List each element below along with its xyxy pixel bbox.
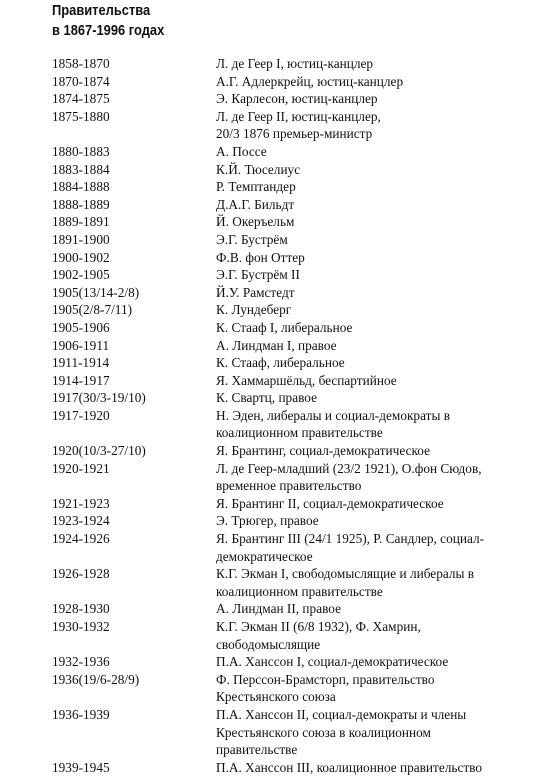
- government-text-line: К. Стааф, либеральное: [216, 355, 345, 371]
- table-row: [52, 372, 552, 390]
- table-row: [52, 495, 552, 513]
- table-row: [52, 90, 552, 108]
- government-text-line: Д.А.Г. Бильдт: [216, 196, 295, 212]
- period-cell: 1905(13/14-2/8): [52, 284, 140, 300]
- table-row: [52, 249, 552, 267]
- government-text-line: правительстве: [216, 742, 298, 758]
- government-text-line: Я. Брантинг III (24/1 1925), Р. Сандлер, социал-: [216, 531, 485, 547]
- government-text-line: Э. Карлесон, юстиц-канцлер: [216, 91, 378, 107]
- period-cell: 1939-1945: [52, 759, 110, 775]
- period-cell: 1920(10/3-27/10): [52, 443, 146, 459]
- period-cell: 1930-1932: [52, 619, 110, 634]
- table-row: [52, 618, 552, 653]
- government-text-line: П.А. Ханссон I, социал-демократическое: [216, 654, 449, 670]
- table-row: [52, 266, 552, 284]
- government-cell: [216, 231, 516, 249]
- period-cell: 1875-1880: [52, 108, 110, 124]
- government-cell: [216, 196, 516, 214]
- government-cell: [216, 407, 516, 442]
- government-cell: [216, 161, 516, 179]
- period-cell: 1900-1902: [52, 249, 110, 265]
- government-text-line: 20/3 1876 премьер-министр: [216, 126, 373, 142]
- period-cell: 1921-1923: [52, 495, 110, 511]
- government-text-line: П.А. Ханссон III, коалиционное правительство: [216, 759, 482, 775]
- government-text-line: коалиционном правительстве: [216, 583, 383, 599]
- government-cell: [216, 55, 516, 73]
- government-text-line: Я. Хаммаршёльд, беспартийное: [216, 372, 397, 388]
- government-cell: [216, 249, 516, 267]
- government-text-line: К.Й. Тюселиус: [216, 161, 301, 177]
- table-row: [52, 213, 552, 231]
- government-text-line: А. Линдман I, правое: [216, 337, 337, 353]
- table-row: [52, 284, 552, 302]
- table-row: [52, 319, 552, 337]
- government-text-line: К.Г. Экман II (6/8 1932), Ф. Хамрин,: [216, 619, 421, 634]
- period-cell: 1883-1884: [52, 161, 110, 177]
- table-row: [52, 337, 552, 355]
- table-row: [52, 178, 552, 196]
- government-cell: [216, 653, 516, 671]
- table-row: [52, 354, 552, 372]
- period-cell: 1888-1889: [52, 196, 110, 212]
- government-cell: [216, 319, 516, 337]
- government-cell: [216, 143, 516, 161]
- table-row: [52, 653, 552, 671]
- government-cell: [216, 460, 516, 495]
- government-cell: [216, 442, 516, 460]
- page-title-line-2: в 1867-1996 годах: [52, 22, 165, 39]
- government-cell: [216, 337, 516, 355]
- government-cell: [216, 512, 516, 530]
- table-row: [52, 671, 552, 706]
- period-cell: 1858-1870: [52, 56, 110, 71]
- government-cell: [216, 108, 516, 143]
- government-cell: [216, 618, 516, 653]
- government-cell: [216, 372, 516, 390]
- government-cell: [216, 759, 516, 776]
- period-cell: 1920-1921: [52, 460, 110, 476]
- government-cell: [216, 354, 516, 372]
- table-row: [52, 55, 552, 73]
- government-text-line: коалиционном правительстве: [216, 425, 383, 441]
- table-row: [52, 161, 552, 179]
- period-cell: 1870-1874: [52, 73, 110, 89]
- period-cell: 1923-1924: [52, 513, 110, 529]
- government-text-line: Й.У. Рамстедт: [216, 284, 295, 300]
- period-cell: 1906-1911: [52, 337, 110, 353]
- government-text-line: Л. де Геер II, юстиц-канцлер,: [216, 108, 381, 124]
- government-text-line: А. Поссе: [216, 143, 267, 159]
- government-text-line: К. Лундеберг: [216, 302, 292, 318]
- period-cell: 1891-1900: [52, 231, 110, 247]
- period-cell: 1917-1920: [52, 407, 110, 423]
- government-text-line: Ф.В. фон Оттер: [216, 249, 305, 265]
- government-text-line: К. Стааф I, либеральное: [216, 319, 353, 335]
- table-row: [52, 231, 552, 249]
- table-row: [52, 512, 552, 530]
- government-cell: [216, 671, 516, 706]
- government-cell: [216, 565, 516, 600]
- table-row: [52, 759, 552, 776]
- table-row: [52, 600, 552, 618]
- period-cell: 1880-1883: [52, 143, 110, 159]
- government-cell: [216, 178, 516, 196]
- table-row: [52, 73, 552, 91]
- period-cell: 1924-1926: [52, 531, 110, 547]
- government-text-line: К.Г. Экман I, свободомыслящие и либералы в: [216, 566, 475, 582]
- table-row: [52, 460, 552, 495]
- government-cell: [216, 73, 516, 91]
- period-cell: 1936(19/6-28/9): [52, 671, 140, 687]
- government-cell: [216, 301, 516, 319]
- table-row: [52, 143, 552, 161]
- government-cell: [216, 530, 516, 565]
- period-cell: 1928-1930: [52, 601, 110, 617]
- government-text-line: Я. Брантинг II, социал-демократическое: [216, 495, 444, 511]
- period-cell: 1905-1906: [52, 319, 110, 335]
- government-text-line: Ф. Перссон-Брамсторп, правительство: [216, 671, 435, 687]
- page-title: [52, 1, 164, 41]
- government-text-line: К. Свартц, правое: [216, 390, 318, 406]
- page-title-line-1: Правительства: [52, 2, 151, 19]
- government-text-line: Й. Океръельм: [216, 214, 295, 230]
- government-cell: [216, 266, 516, 284]
- period-cell: 1905(2/8-7/11): [52, 302, 133, 318]
- period-cell: 1914-1917: [52, 372, 110, 388]
- government-text-line: Л. де Геер-младший (23/2 1921), О.фон Сюдов,: [216, 460, 482, 476]
- government-text-line: Э.Г. Бустрём II: [216, 267, 300, 283]
- government-text-line: Крестьянского союза: [216, 689, 336, 705]
- period-cell: 1902-1905: [52, 267, 110, 283]
- government-cell: [216, 90, 516, 108]
- period-cell: 1911-1914: [52, 355, 110, 371]
- table-row: [52, 530, 552, 565]
- period-cell: 1889-1891: [52, 214, 110, 230]
- table-row: [52, 196, 552, 214]
- government-text-line: демократическое: [216, 548, 313, 564]
- government-text-line: П.А. Ханссон II, социал-демократы и члены: [216, 706, 467, 722]
- government-cell: [216, 213, 516, 231]
- government-text-line: Крестьянского союза в коалиционном: [216, 724, 431, 740]
- government-text-line: А.Г. Адлеркрейц, юстиц-канцлер: [216, 73, 404, 89]
- government-text-line: временное правительство: [216, 478, 362, 494]
- government-text-line: Н. Эден, либералы и социал-демократы в: [216, 407, 450, 423]
- government-text-line: Л. де Геер I, юстиц-канцлер: [216, 56, 374, 71]
- period-cell: 1917(30/3-19/10): [52, 390, 146, 406]
- table-row: [52, 301, 552, 319]
- table-row: [52, 565, 552, 600]
- table-row: [52, 442, 552, 460]
- period-cell: 1884-1888: [52, 179, 110, 195]
- government-cell: [216, 284, 516, 302]
- government-text-line: Э.Г. Бустрём: [216, 231, 288, 247]
- table-row: [52, 389, 552, 407]
- period-cell: 1932-1936: [52, 654, 110, 670]
- table-row: [52, 407, 552, 442]
- period-cell: 1926-1928: [52, 566, 110, 582]
- government-text-line: свободомыслящие: [216, 636, 321, 652]
- government-cell: [216, 495, 516, 513]
- governments-table: [52, 55, 552, 776]
- government-text-line: Я. Брантинг, социал-демократическое: [216, 443, 430, 459]
- period-cell: 1936-1939: [52, 706, 110, 722]
- government-text-line: А. Линдман II, правое: [216, 601, 342, 617]
- government-cell: [216, 389, 516, 407]
- government-text-line: Э. Трюгер, правое: [216, 513, 319, 529]
- period-cell: 1874-1875: [52, 91, 110, 107]
- government-text-line: Р. Темптандер: [216, 179, 296, 195]
- table-row: [52, 706, 552, 759]
- table-row: [52, 108, 552, 143]
- government-cell: [216, 706, 516, 759]
- government-cell: [216, 600, 516, 618]
